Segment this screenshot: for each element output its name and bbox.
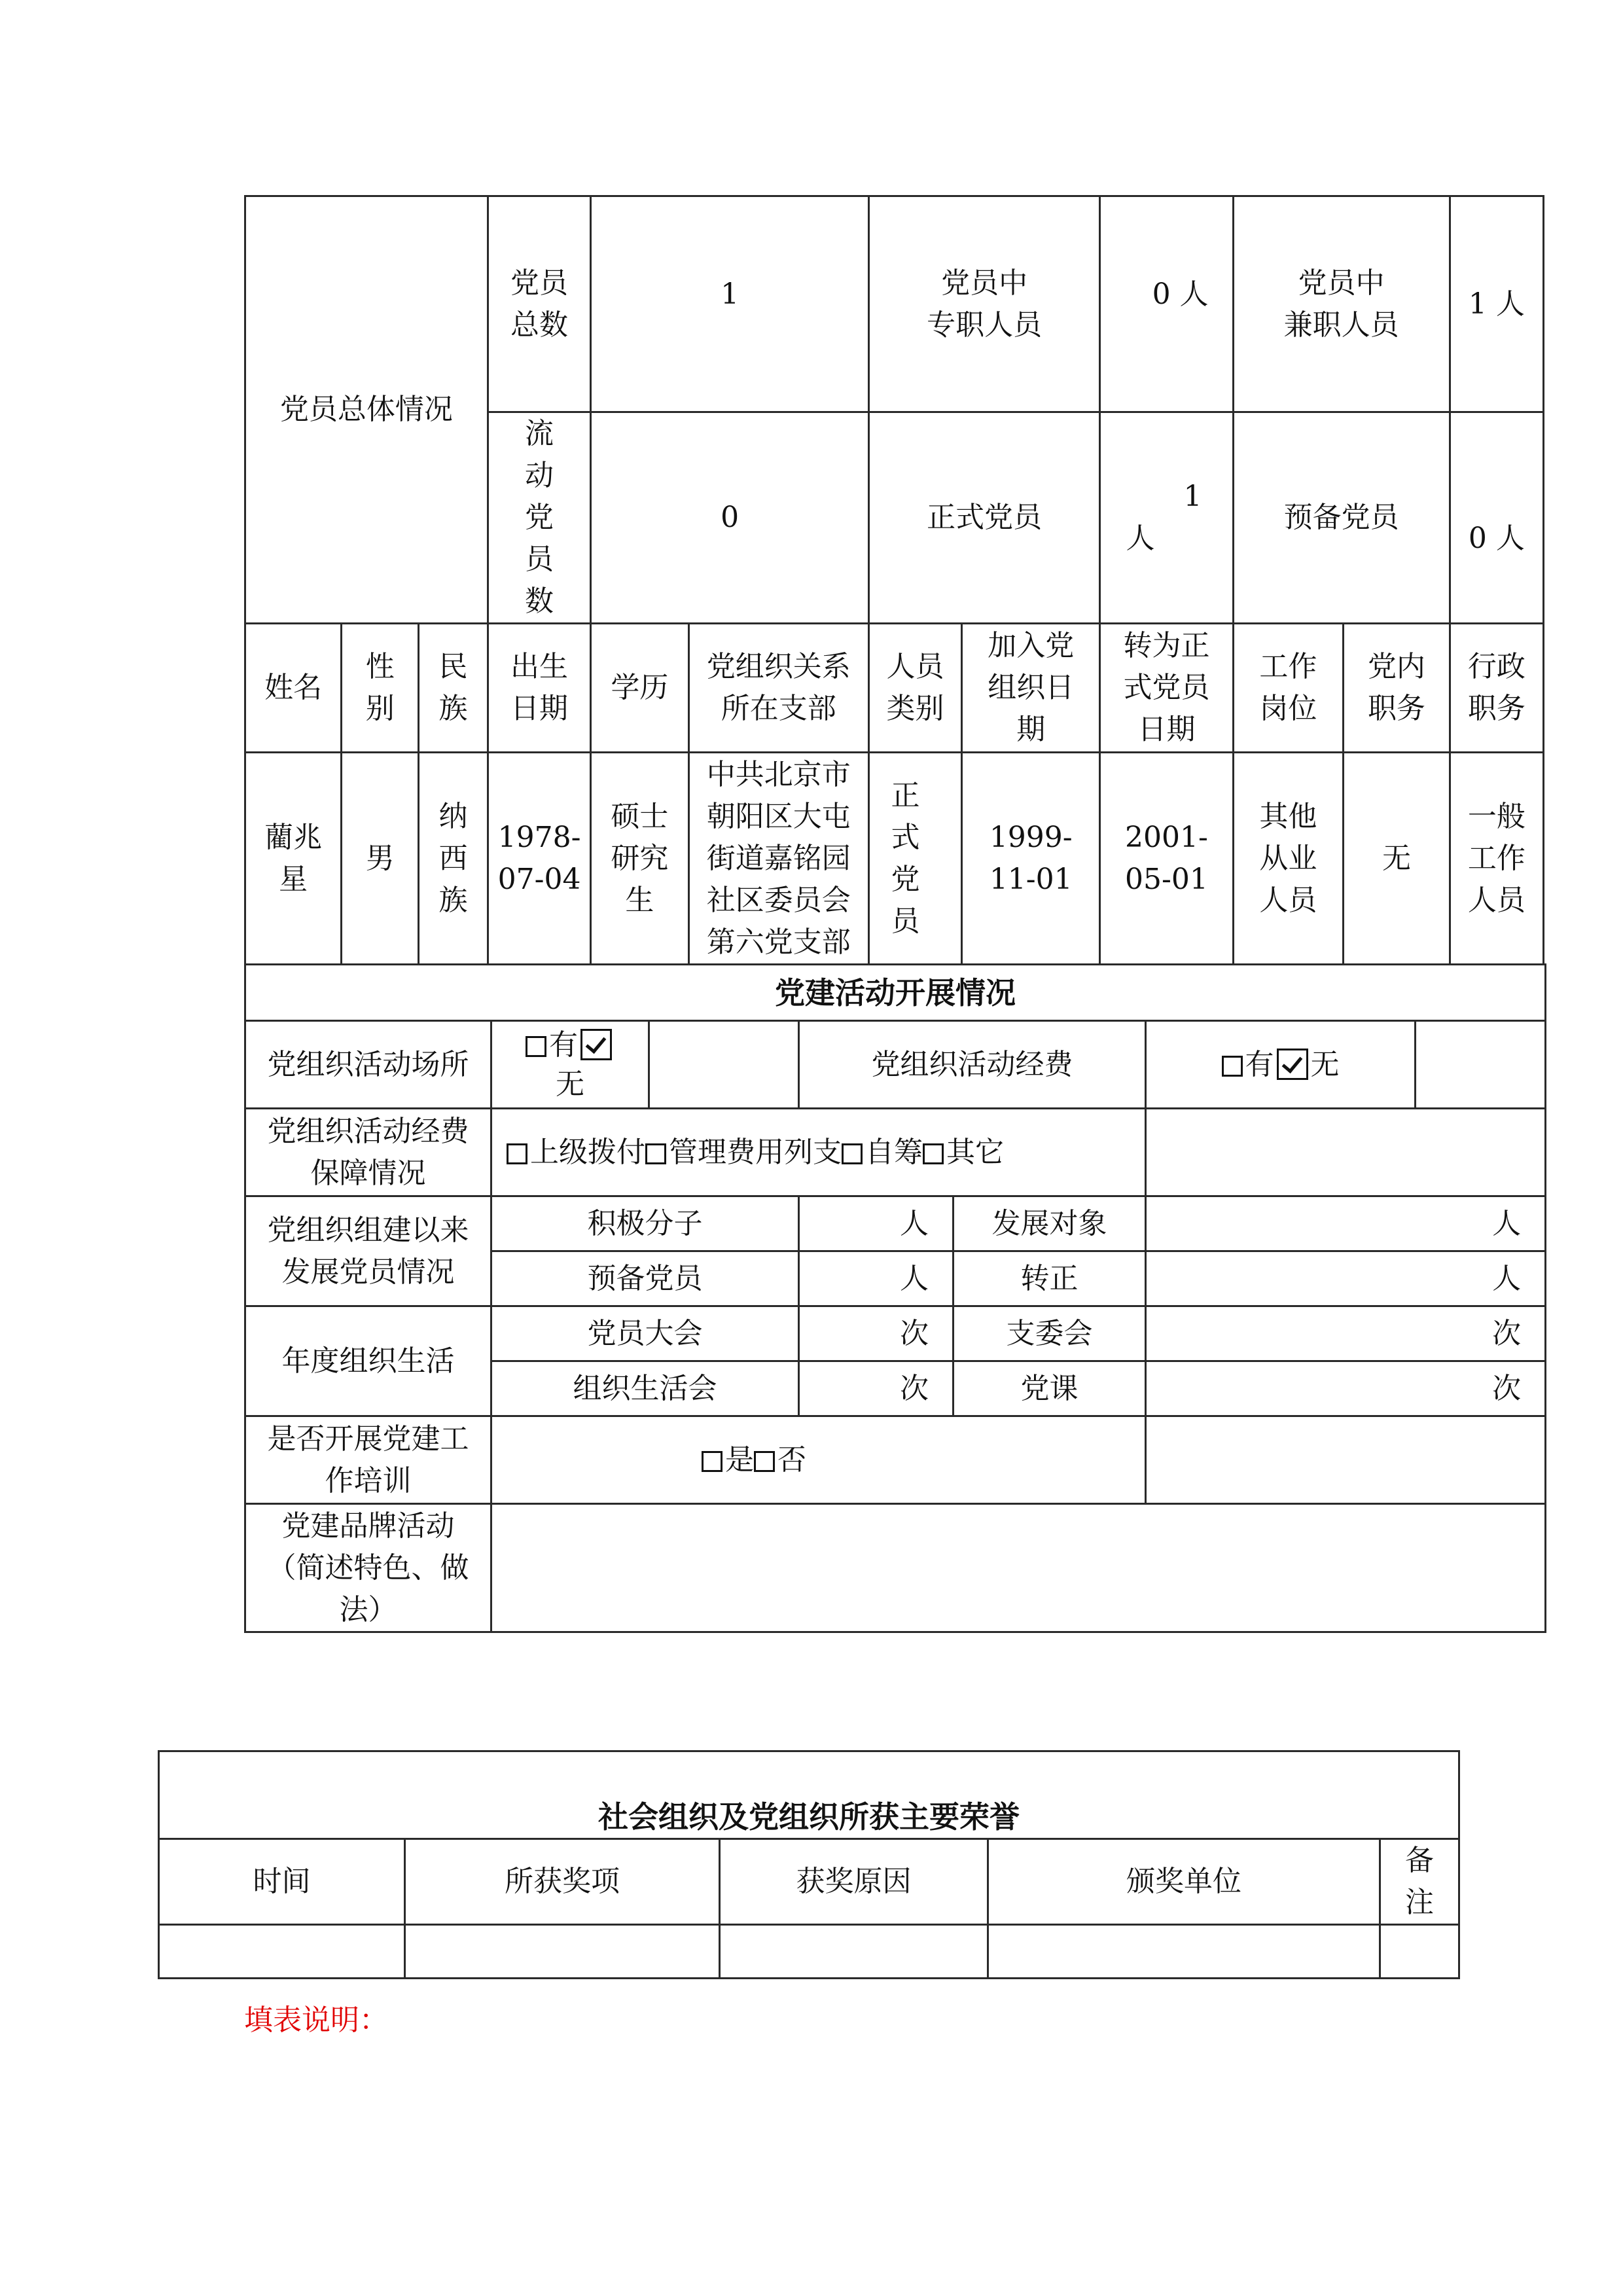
guarantee-opt2-label: 管理费用列支	[669, 1135, 842, 1169]
honors-title: 社会组织及党组织所获主要荣誉	[159, 1751, 1459, 1839]
guarantee-opt3-label: 自筹	[865, 1135, 923, 1169]
cell-name: 藺兆 星	[245, 753, 342, 965]
funds-yes-label: 有	[1245, 1047, 1274, 1081]
life-meeting-unit: 次	[799, 1361, 954, 1416]
fulltime-members-label: 党员中 专职人员	[868, 196, 1100, 412]
guarantee-opt4-checkbox[interactable]	[923, 1143, 944, 1164]
honors-cell-award[interactable]	[405, 1925, 720, 1979]
col-header-admin-duty: 行政 职务	[1450, 624, 1543, 753]
cell-birth-date: 1978- 07-04	[488, 753, 590, 965]
party-class-unit: 次	[1146, 1361, 1546, 1416]
total-members-value: 1	[591, 196, 869, 412]
general-meeting-label: 党员大会	[491, 1306, 799, 1361]
col-header-education: 学历	[591, 624, 688, 753]
party-member-overview-table	[244, 195, 1544, 965]
col-header-ethnicity: 民 族	[419, 624, 488, 753]
cell-admin-duty: 一般 工作 人员	[1450, 753, 1543, 965]
venue-yes-label: 有	[549, 1028, 578, 1062]
guarantee-opt2-checkbox[interactable]	[645, 1143, 666, 1164]
fill-instructions-note: 填表说明：	[244, 2003, 388, 2037]
floating-members-label: 流动 党员 数	[488, 412, 590, 624]
formal-members-value: 1 人	[1100, 412, 1233, 624]
floating-members-value: 0	[591, 412, 869, 624]
funds-label: 党组织活动经费	[799, 1021, 1146, 1109]
venue-no-label: 无	[556, 1067, 584, 1101]
guarantee-opt1-label: 上级拨付	[530, 1135, 645, 1169]
probationary-members-label: 预备党员	[1233, 412, 1450, 624]
col-header-name: 姓名	[245, 624, 342, 753]
col-header-post: 工作 岗位	[1233, 624, 1344, 753]
col-header-join-date: 加入党 组织日 期	[962, 624, 1100, 753]
honors-cell-reason[interactable]	[720, 1925, 988, 1979]
annual-life-label: 年度组织生活	[245, 1306, 491, 1416]
col-header-category: 人员 类别	[868, 624, 961, 753]
col-header-party-duty: 党内 职务	[1344, 624, 1450, 753]
col-header-gender: 性 别	[342, 624, 419, 753]
venue-blank	[649, 1021, 799, 1109]
honors-table	[158, 1750, 1460, 1979]
guarantee-opt1-checkbox[interactable]	[507, 1143, 527, 1164]
development-label: 党组织组建以来 发展党员情况	[245, 1196, 491, 1306]
venue-options	[491, 1021, 649, 1109]
dev-probationary-unit: 人	[799, 1251, 954, 1306]
guarantee-label: 党组织活动经费 保障情况	[245, 1109, 491, 1196]
honors-col-time: 时间	[159, 1839, 405, 1925]
regularized-label: 转正	[954, 1251, 1146, 1306]
general-meeting-unit: 次	[799, 1306, 954, 1361]
guarantee-opt3-checkbox[interactable]	[842, 1143, 863, 1164]
training-no-label: 否	[777, 1443, 806, 1477]
venue-label: 党组织活动场所	[245, 1021, 491, 1109]
funds-options	[1146, 1021, 1416, 1109]
cell-post: 其他 从业 人员	[1233, 753, 1344, 965]
honors-col-award: 所获奖项	[405, 1839, 720, 1925]
activists-unit: 人	[799, 1196, 954, 1251]
probationary-members-value: 0 人	[1450, 412, 1543, 624]
activists-label: 积极分子	[491, 1196, 799, 1251]
training-yes-checkbox[interactable]	[702, 1451, 722, 1472]
cell-formal-date: 2001- 05-01	[1100, 753, 1233, 965]
honors-cell-remark[interactable]	[1380, 1925, 1459, 1979]
cell-join-date: 1999- 11-01	[962, 753, 1100, 965]
training-label: 是否开展党建工 作培训	[245, 1416, 491, 1504]
table-row	[159, 1925, 1459, 1979]
cell-party-duty: 无	[1344, 753, 1450, 965]
funds-blank	[1416, 1021, 1546, 1109]
training-options	[491, 1416, 1146, 1504]
funds-yes-checkbox[interactable]	[1222, 1056, 1243, 1077]
col-header-branch: 党组织关系 所在支部	[688, 624, 868, 753]
dev-probationary-label: 预备党员	[491, 1251, 799, 1306]
table-row	[245, 753, 1544, 965]
total-members-label: 党员 总数	[488, 196, 590, 412]
brand-activity-label: 党建品牌活动 （简述特色、做 法）	[245, 1504, 491, 1632]
party-class-label: 党课	[954, 1361, 1146, 1416]
guarantee-blank	[1146, 1109, 1546, 1196]
targets-label: 发展对象	[954, 1196, 1146, 1251]
training-blank	[1146, 1416, 1546, 1504]
committee-label: 支委会	[954, 1306, 1146, 1361]
cell-branch: 中共北京市 朝阳区大屯 街道嘉铭园 社区委员会 第六党支部	[688, 753, 868, 965]
parttime-members-label: 党员中 兼职人员	[1233, 196, 1450, 412]
cell-gender: 男	[342, 753, 419, 965]
cell-category: 正式 党员	[868, 753, 961, 965]
venue-yes-checkbox[interactable]	[526, 1036, 546, 1057]
guarantee-opt4-label: 其它	[946, 1135, 1004, 1169]
activities-title: 党建活动开展情况	[245, 965, 1546, 1021]
honors-col-issuer: 颁奖单位	[988, 1839, 1380, 1925]
training-yes-label: 是	[725, 1443, 754, 1477]
regularized-unit: 人	[1146, 1251, 1546, 1306]
guarantee-options	[491, 1109, 1146, 1196]
formal-members-label: 正式党员	[868, 412, 1100, 624]
overview-section-label: 党员总体情况	[245, 196, 488, 624]
brand-activity-input[interactable]	[491, 1504, 1546, 1632]
honors-col-remark: 备 注	[1380, 1839, 1459, 1925]
funds-no-checkbox-checked[interactable]	[1277, 1049, 1308, 1080]
party-activities-table	[244, 963, 1546, 1633]
cell-ethnicity: 纳 西 族	[419, 753, 488, 965]
cell-education: 硕士 研究 生	[591, 753, 688, 965]
honors-col-reason: 获奖原因	[720, 1839, 988, 1925]
venue-no-checkbox-checked[interactable]	[580, 1029, 612, 1060]
targets-unit: 人	[1146, 1196, 1546, 1251]
training-no-checkbox[interactable]	[754, 1451, 775, 1472]
honors-cell-time[interactable]	[159, 1925, 405, 1979]
col-header-formal-date: 转为正 式党员 日期	[1100, 624, 1233, 753]
col-header-birth-date: 出生 日期	[488, 624, 590, 753]
committee-unit: 次	[1146, 1306, 1546, 1361]
fulltime-members-value: 0 人	[1100, 196, 1233, 412]
honors-cell-issuer[interactable]	[988, 1925, 1380, 1979]
life-meeting-label: 组织生活会	[491, 1361, 799, 1416]
funds-no-label: 无	[1310, 1047, 1340, 1081]
parttime-members-value: 1 人	[1450, 196, 1543, 412]
